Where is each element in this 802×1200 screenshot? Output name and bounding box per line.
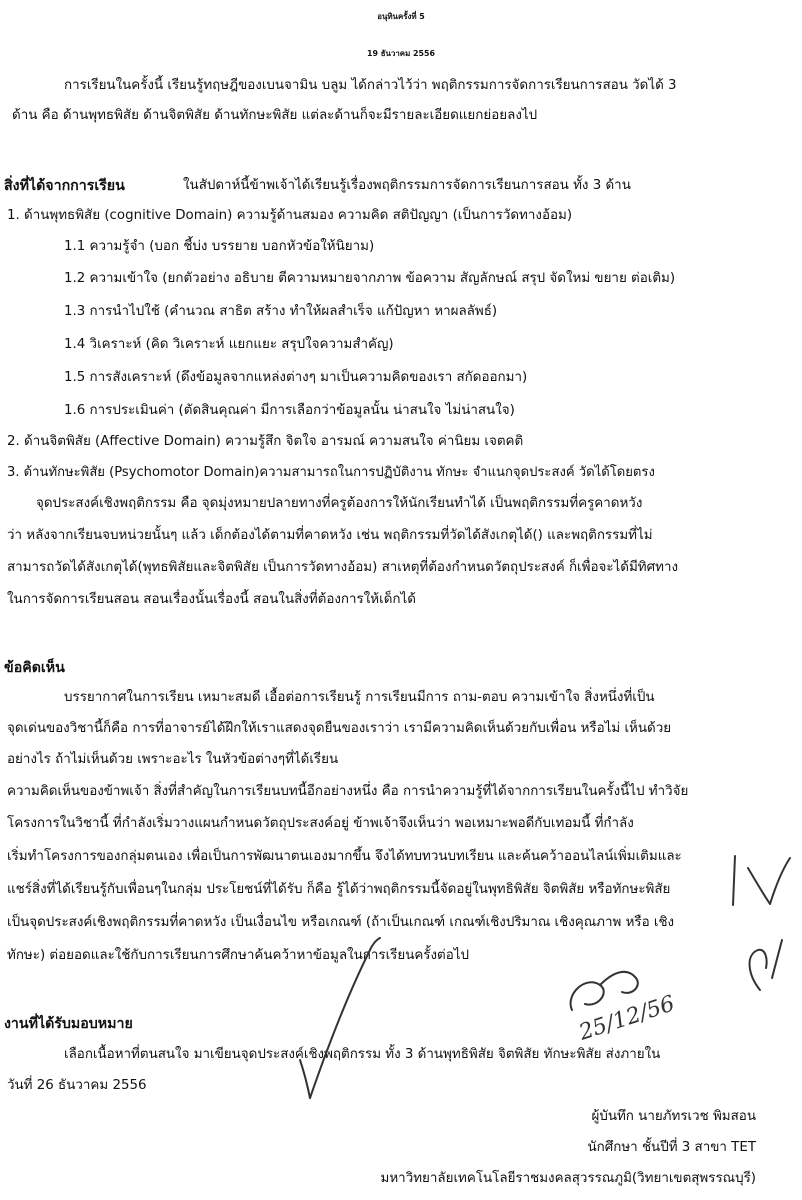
opinion-paragraph-line: ทักษะ) ต่อยอดและใช้กับการเรียนการศึกษาค้นคว้าหาข้อมูลในการเรียนครั้งต่อไป [7,948,470,963]
assignment-line: วันที่ 26 ธันวาคม 2556 [7,1078,147,1093]
objectives-paragraph-line: ในการจัดการเรียนสอน สอนเรื่องนั้นเรื่องนี้ สอนในสิ่งที่ต้องการให้เด็กได้ [7,592,416,607]
signature-university: มหาวิทยาลัยเทคโนโลยีราชมงคลสุวรรณภูมิ(วิทยาเขตสุพรรณบุรี) [380,1171,756,1186]
signature-recorder: ผู้บันทึก นายภัทรเวช พิมสอน [591,1109,756,1124]
objectives-paragraph-line: จุดประสงค์เชิงพฤติกรรม คือ จุดมุ่งหมายปลายทางที่ครูต้องการให้นักเรียนทำได้ เป็นพฤติกรรมที่ครูคาดหวัง [36,496,643,511]
section-heading-assignment: งานที่ได้รับมอบหมาย [4,1016,133,1032]
opinion-paragraph-line: เริ่มทำโครงการของกลุ่มตนเอง เพื่อเป็นการพัฒนาตนเองมากขึ้น จึงได้ทบทวนบทเรียน และค้นคว้าออนไลน์เพิ่มเติมและ [7,849,682,864]
learned-subitem: 1.6 การประเมินค่า (ตัดสินคุณค่า มีการเลือกว่าข้อมูลนั้น น่าสนใจ ไม่น่าสนใจ) [64,403,515,418]
opinion-paragraph-line: ความคิดเห็นของข้าพเจ้า สิ่งที่สำคัญในการเรียนบทนี้อีกอย่างหนึ่ง คือ การนำความรู้ที่ได้จากการเรียนในครั้งนี้ไป ทำวิจัย [7,784,689,799]
initials-scribble [571,982,604,1010]
learned-item-1: 1. ด้านพุทธพิสัย (cognitive Domain) ความรู้ด้านสมอง ความคิด สติปัญญา (เป็นการวัดทางอ้อม) [7,208,573,223]
learned-item-3: 3. ด้านทักษะพิสัย (Psychomotor Domain)ความสามารถในการปฏิบัติงาน ทักษะ จำแนกจุดประสงค์ วัดได้โดยตรง [7,465,655,480]
signature-student: นักศึกษา ชั้นปีที่ 3 สาขา TET [587,1140,756,1155]
learned-subitem: 1.2 ความเข้าใจ (ยกตัวอย่าง อธิบาย ตีความหมายจากภาพ ข้อความ สัญลักษณ์ สรุป จัดใหม่ ขยาย ต่อเติม) [64,271,676,286]
opinion-paragraph-line: บรรยากาศในการเรียน เหมาะสมดี เอื้อต่อการเรียนรู้ การเรียนมีการ ถาม-ตอบ ความเข้าใจ สิ่งหนึ่งที่เป็น [64,690,655,705]
section-heading-learned: สิ่งที่ได้จากการเรียน [4,178,125,194]
check-mark-tick [300,1060,310,1098]
learned-subitem: 1.3 การนำไปใช้ (คำนวณ สาธิต สร้าง ทำให้ผลสำเร็จ แก้ปัญหา หาผลลัพธ์) [64,304,498,319]
initials-scribble [600,972,638,993]
opinion-paragraph-line: โครงการในวิชานี้ ที่กำลังเริ่มวางแผนกำหนดวัตถุประสงค์อยู่ ข้าพเจ้าจึงเห็นว่า พอเหมาะพอดีกับเทอมนี้ ที่กำลัง [7,816,634,831]
margin-stroke [733,856,735,905]
opinion-paragraph-line: จุดเด่นของวิชานี้ก็คือ การที่อาจารย์ได้ฝึกให้เราแสดงจุดยืนของเราว่า เรามีความคิดเห็นด้วยกับเพื่อน หรือไม่ เห็นด้วย [7,721,672,736]
opinion-paragraph-line: อย่างไร ถ้าไม่เห็นด้วย เพราะอะไร ในหัวข้อต่างๆที่ได้เรียน [7,752,339,767]
opinion-paragraph-line: เป็นจุดประสงค์เชิงพฤติกรรมที่คาดหวัง เป็นเงื่อนไข หรือเกณฑ์ (ถ้าเป็นเกณฑ์ เกณฑ์เชิงปริมาณ เชิงคุณภาพ หรือ เชิง [7,915,675,930]
learned-item-2: 2. ด้านจิตพิสัย (Affective Domain) ความรู้สึก จิตใจ อารมณ์ ความสนใจ ค่านิยม เจตคติ [7,434,524,449]
learned-lead: ในสัปดาห์นี้ข้าพเจ้าได้เรียนรู้เรื่องพฤติกรรมการจัดการเรียนการสอน ทั้ง 3 ด้าน [183,178,631,193]
assignment-line: เลือกเนื้อหาที่ตนสนใจ มาเขียนจุดประสงค์เชิงพฤติกรรม ทั้ง 3 ด้านพุทธิพิสัย จิตพิสัย ทักษะพิสัย ส่งภายใน [64,1047,661,1062]
margin-check-mark [748,858,790,904]
learned-subitem: 1.5 การสังเคราะห์ (ดึงข้อมูลจากแหล่งต่างๆ มาเป็นความคิดของเรา สกัดออกมา) [64,370,528,385]
document-title: อนุทินครั้งที่ 5 [377,12,425,21]
objectives-paragraph-line: ว่า หลังจากเรียนจบหน่วยนั้นๆ แล้ว เด็กต้องได้ตามที่คาดหวัง เช่น พฤติกรรมที่วัดได้สังเกตุได้() และพฤติกรรมที่ไม่ [7,528,653,543]
learned-subitem: 1.1 ความรู้จำ (บอก ชี้บ่ง บรรยาย บอกหัวข้อให้นิยาม) [64,239,375,254]
opinion-paragraph-line: แชร์สิ่งที่ได้เรียนรู้กับเพื่อนๆในกลุ่ม ประโยชน์ที่ได้รับ ก็คือ รู้ได้ว่าพฤติกรรมนี้จัดอยู่ในพุทธิพิสัย จิตพิสัย หรือทักษะพิสัย [7,882,671,897]
intro-line-1: การเรียนในครั้งนี้ เรียนรู้ทฤษฎีของเบนจามิน บลูม ได้กล่าวไว้ว่า พฤติกรรมการจัดการเรียนการสอน วัดได้ 3 [64,78,677,93]
learned-subitem: 1.4 วิเคราะห์ (คิด วิเคราะห์ แยกแยะ สรุปใจความสำคัญ) [64,337,394,352]
handwritten-date: 25/12/56 [576,991,678,1046]
document-date: 19 ธันวาคม 2556 [367,49,435,58]
section-heading-opinion: ข้อคิดเห็น [4,660,65,676]
objectives-paragraph-line: สามารถวัดได้สังเกตุได้(พุทธพิสัยและจิตพิสัย เป็นการวัดทางอ้อม) สาเหตุที่ต้องกำหนดวัตถุประสงค์ ก็เพื่อจะได้มีทิศทาง [7,560,679,575]
grade-mark [750,940,782,990]
intro-line-2: ด้าน คือ ด้านพุทธพิสัย ด้านจิตพิสัย ด้านทักษะพิสัย แต่ละด้านก็จะมีรายละเอียดแยกย่อยลงไป [12,108,538,123]
